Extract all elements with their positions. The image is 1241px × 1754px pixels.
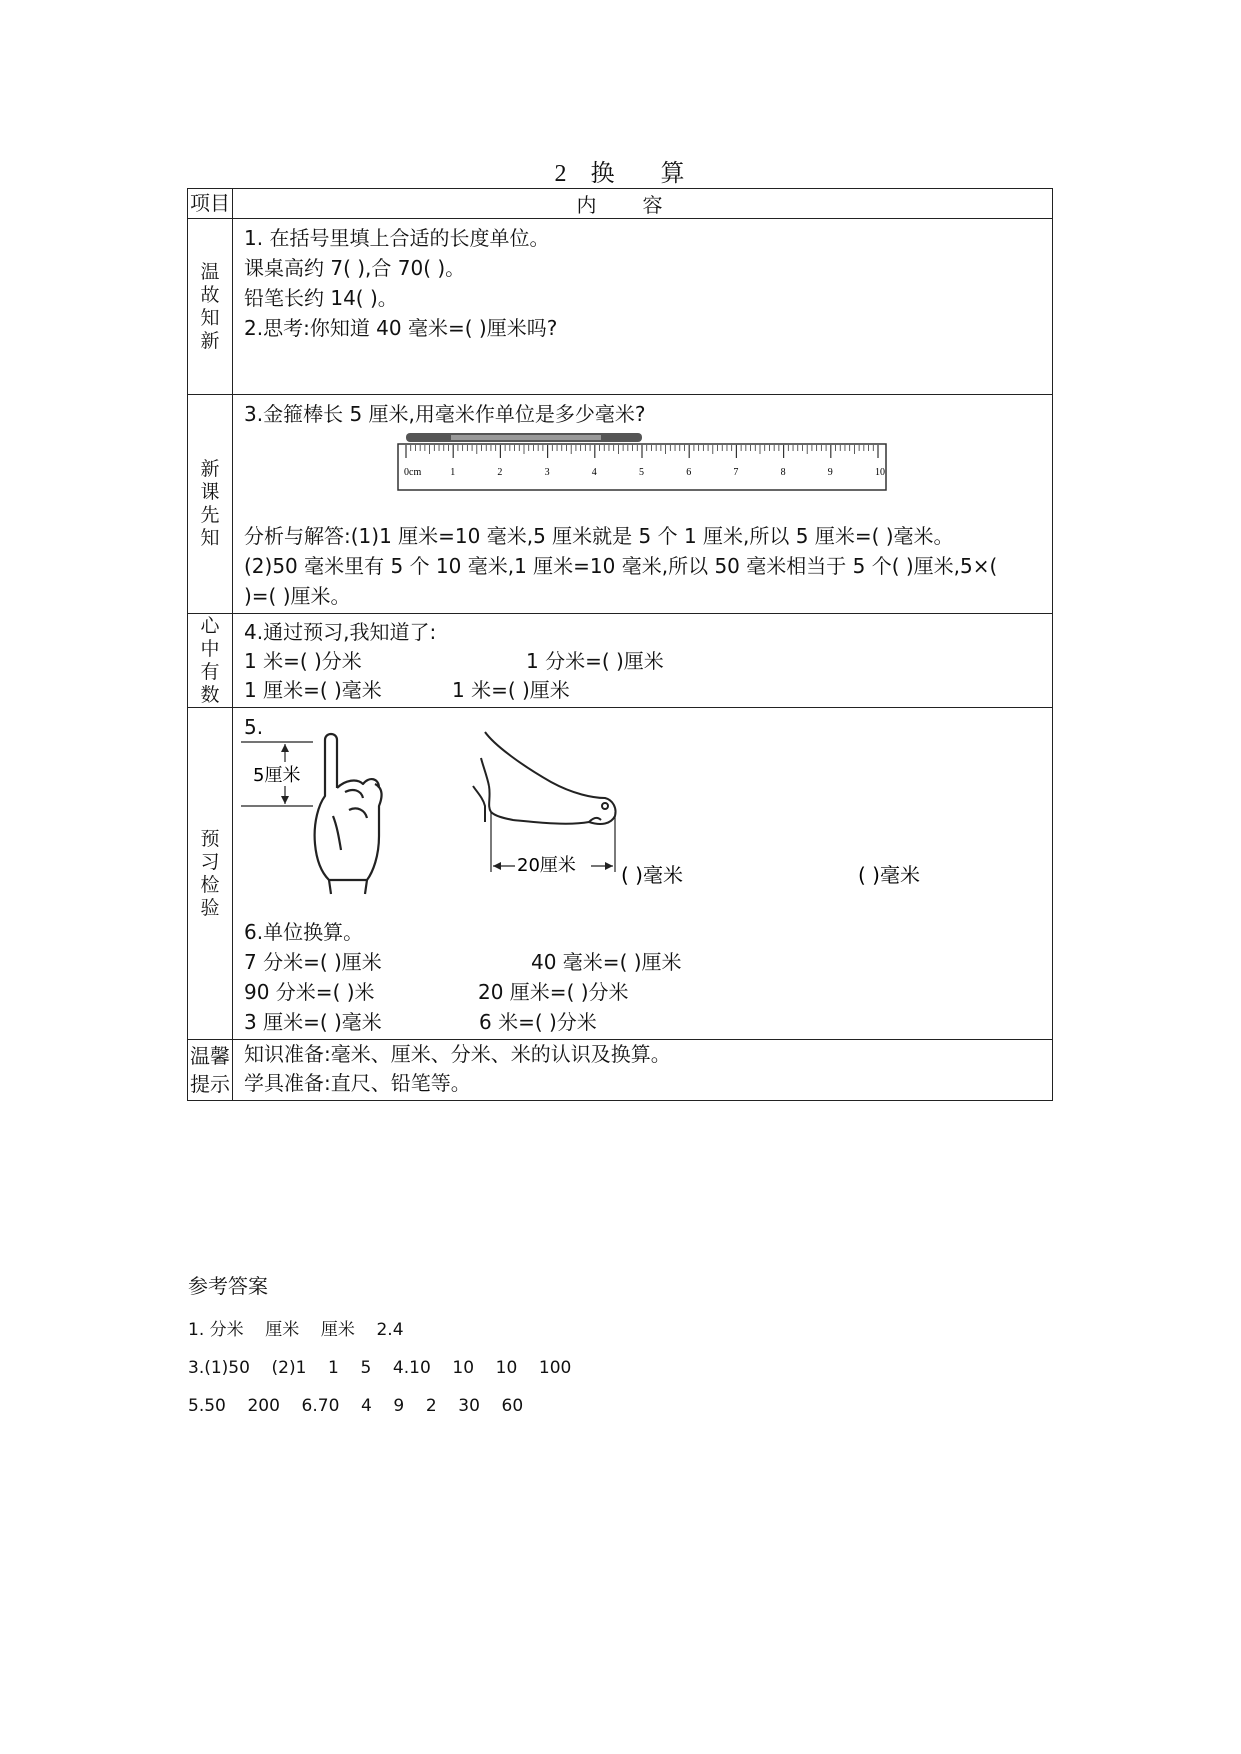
row-label-text: 预 习 检 验 [200, 827, 220, 919]
finger-length-label: 5厘米 [253, 765, 301, 786]
header-item: 项目 [188, 189, 233, 219]
text-line: 1. 在括号里填上合适的长度单位。 [244, 226, 550, 250]
ruler-tick-label: 7 [733, 467, 739, 478]
text-line: 知识准备:毫米、厘米、分米、米的认识及换算。 [244, 1042, 671, 1066]
conv-left: 90 分米=( )米 [244, 980, 375, 1004]
answer-line: 3.(1)50 (2)1 1 5 4.10 10 10 100 [188, 1358, 572, 1378]
header-content: 内容 [233, 189, 1053, 219]
title-number: 2 [554, 161, 569, 187]
conv-left: 7 分米=( )厘米 [244, 950, 382, 974]
ruler-tick-label: 10 [875, 467, 885, 478]
text-line: 5. [244, 715, 264, 739]
title-char-2: 算 [660, 159, 687, 187]
row-content-tips [233, 1040, 1053, 1101]
pair-right: 1 米=( )厘米 [452, 678, 570, 702]
text-line: 分析与解答:(1)1 厘米=10 毫米,5 厘米就是 5 个 1 厘米,所以 5 厘米=( )毫米。 [244, 524, 954, 548]
arrow-right-icon [605, 862, 613, 870]
pair-line [244, 676, 1042, 705]
row-label-text: 温 故 知 新 [200, 260, 220, 352]
row-preview [188, 395, 1053, 614]
text-line: 课桌高约 7( ),合 70( )。 [244, 256, 466, 280]
row-content-knowing [233, 614, 1053, 708]
arrow-up-icon [281, 744, 289, 752]
arrow-down-icon [281, 796, 289, 804]
conv-right: 40 毫米=( )厘米 [531, 950, 682, 974]
arrow-left-icon [493, 862, 501, 870]
pair-left: 1 米=( )分米 [244, 649, 362, 673]
conv-right: 6 米=( )分米 [479, 1010, 597, 1034]
ruler-tick-label: 9 [827, 467, 833, 478]
row-label-text: 温馨 提示 [190, 1044, 230, 1096]
text-line: 学具准备:直尺、铅笔等。 [244, 1071, 471, 1095]
answers-heading: 参考答案 [188, 1274, 268, 1298]
text-line: (2)50 毫米里有 5 个 10 毫米,1 厘米=10 毫米,所以 50 毫米相当于 5 个( )厘米,5×( [244, 554, 998, 578]
worksheet-table [187, 188, 1053, 1101]
pair-right: 1 分米=( )厘米 [526, 649, 664, 673]
row-label-check [188, 708, 233, 1040]
conv-right: 20 厘米=( )分米 [478, 980, 629, 1004]
text-line: 铅笔长约 14( )。 [244, 286, 398, 310]
text-line: 6.单位换算。 [244, 920, 364, 944]
hand-icon [315, 734, 382, 894]
conv-line [244, 1007, 1042, 1037]
row-tips [188, 1040, 1053, 1101]
ruler-tick-label: 6 [686, 467, 692, 478]
row-knowing [188, 614, 1053, 708]
text-line: 3.金箍棒长 5 厘米,用毫米作单位是多少毫米? [244, 402, 646, 426]
measure-figures [244, 742, 1042, 917]
answer-section [188, 1270, 571, 1425]
row-label-text: 心 中 有 数 [200, 614, 220, 706]
row-label-text: 新 课 先 知 [200, 458, 220, 549]
ruler-figure [244, 429, 1042, 521]
conv-line [244, 947, 1042, 977]
conv-left: 3 厘米=( )毫米 [244, 1010, 382, 1034]
conv-line [244, 977, 1042, 1007]
row-content-review [233, 219, 1053, 395]
ruler-tick-label: 3 [544, 467, 550, 478]
answer-line: 1. 分米 厘米 厘米 2.4 [188, 1320, 404, 1340]
answer-line: 5.50 200 6.70 4 9 2 30 60 [188, 1396, 524, 1416]
ruler-tick-label: 8 [780, 467, 786, 478]
page-title [0, 153, 1241, 188]
row-label-tips [188, 1040, 233, 1101]
ruler-svg [396, 431, 896, 493]
ruler-tick-label: 2 [497, 467, 503, 478]
header-row [188, 189, 1053, 219]
row-label-review [188, 219, 233, 395]
row-content-check [233, 708, 1053, 1040]
ruler-tick-label: 4 [591, 467, 597, 478]
row-check [188, 708, 1053, 1040]
answer-blank-2: ( )毫米 [858, 863, 920, 887]
row-label-preview [188, 395, 233, 614]
answer-blank-1: ( )毫米 [621, 863, 683, 887]
row-label-knowing [188, 614, 233, 708]
figures-svg [233, 726, 1083, 906]
title-char-1: 换 [590, 159, 617, 187]
text-line: )=( )厘米。 [244, 584, 351, 608]
golden-staff-band [451, 435, 601, 440]
ruler-tick-label: 1 [450, 467, 456, 478]
text-line: 4.通过预习,我知道了: [244, 620, 437, 644]
ruler-tick-label: 5 [639, 467, 644, 478]
foot-icon [473, 732, 616, 824]
row-review [188, 219, 1053, 395]
foot-length-label: 20厘米 [517, 855, 576, 876]
pair-line [244, 647, 1042, 676]
ruler-unit-label: 0cm [404, 467, 422, 478]
pair-left: 1 厘米=( )毫米 [244, 678, 382, 702]
row-content-preview [233, 395, 1053, 614]
text-line: 2.思考:你知道 40 毫米=( )厘米吗? [244, 316, 558, 340]
